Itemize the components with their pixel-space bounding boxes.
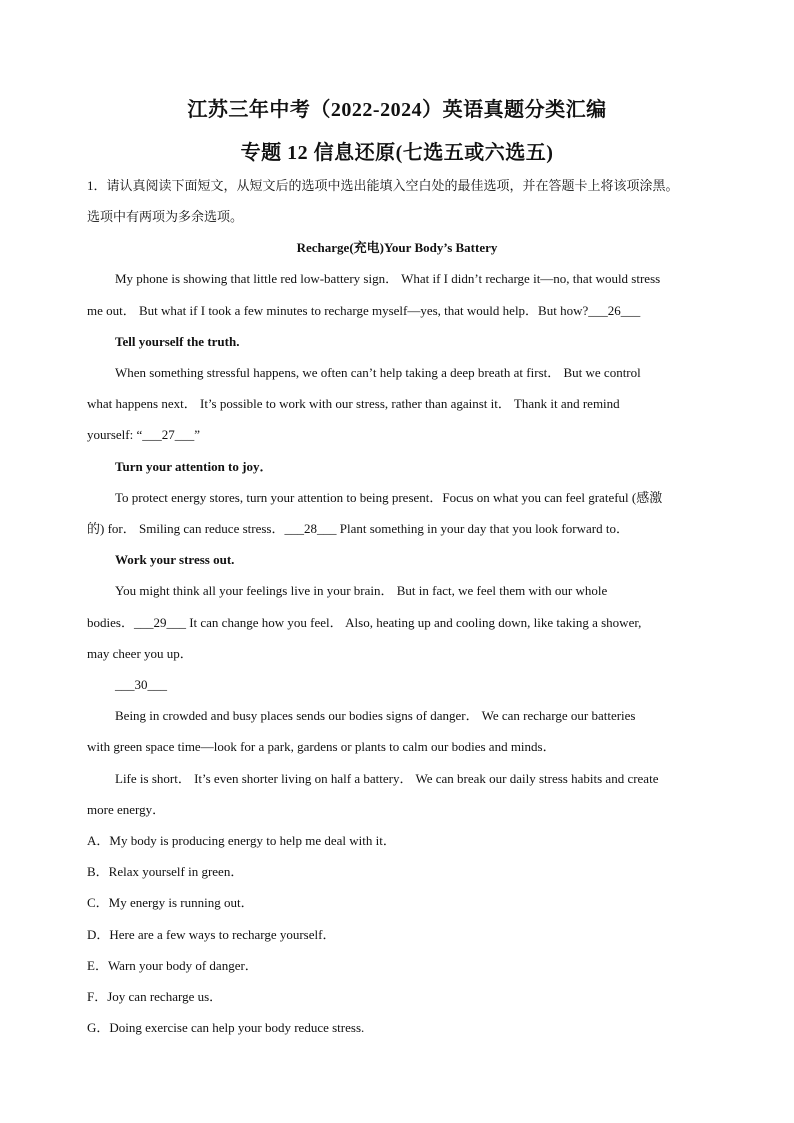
paragraph-2-line-3: yourself: “___27___” (87, 427, 201, 442)
paragraph-1-line-2: me out． But what if I took a few minutes to recharge myself—yes, that would help．But how?___26___ (87, 303, 641, 318)
paragraph-4-line-1: You might think all your feelings live in your brain． But in fact, we feel them with our whole (115, 583, 608, 598)
paragraph-2-line-2: what happens next． It’s possible to work with our stress, rather than against it． Thank it and remind (87, 396, 620, 411)
option-c: C．My energy is running out． (87, 895, 254, 910)
option-b: B．Relax yourself in green． (87, 864, 244, 879)
option-e: E．Warn your body of danger． (87, 958, 258, 973)
section-heading-2: Turn your attention to joy． (115, 459, 273, 474)
paragraph-3-line-1: To protect energy stores, turn your attention to being present．Focus on what you can feel grateful (感激 (115, 490, 663, 505)
document-subtitle: 专题 12 信息还原(七选五或六选五) (240, 142, 554, 164)
paragraph-4-line-3: may cheer you up． (87, 646, 193, 661)
instruction-line-2: 选项中有两项为多余选项。 (87, 209, 244, 224)
option-d: D．Here are a few ways to recharge yourself． (87, 927, 336, 942)
paragraph-5-line-1: Being in crowded and busy places sends our bodies signs of danger． We can recharge our batteries (115, 708, 636, 723)
section-heading-1: Tell yourself the truth. (115, 334, 240, 349)
paragraph-4-line-2: bodies．___29___ It can change how you feel． Also, heating up and cooling down, like taking a shower, (87, 615, 642, 630)
passage-title: Recharge(充电)Your Body’s Battery (296, 240, 498, 255)
section-heading-3: Work your stress out. (115, 552, 235, 567)
paragraph-2-line-1: When something stressful happens, we often can’t help taking a deep breath at first． But we control (115, 365, 641, 380)
document-title: 江苏三年中考（2022-2024）英语真题分类汇编 (187, 99, 607, 121)
paragraph-5-line-2: with green space time—look for a park, gardens or plants to calm our bodies and minds． (87, 739, 556, 754)
paragraph-3-line-2: 的) for． Smiling can reduce stress．___28___ Plant something in your day that you look forward to． (87, 521, 629, 536)
option-f: F．Joy can recharge us． (87, 989, 223, 1004)
paragraph-6-line-1: Life is short． It’s even shorter living on half a battery． We can break our daily stress habits and create (115, 771, 659, 786)
option-g: G．Doing exercise can help your body reduce stress. (87, 1020, 365, 1035)
instruction-line-1: 1．请认真阅读下面短文，从短文后的选项中选出能填入空白处的最佳选项，并在答题卡上将该项涂黑。 (87, 178, 679, 193)
paragraph-6-line-2: more energy． (87, 802, 166, 817)
section-heading-4-blank: ___30___ (115, 677, 167, 692)
paragraph-1-line-1: My phone is showing that little red low-battery sign． What if I didn’t recharge it—no, that would stress (115, 271, 661, 286)
option-a: A．My body is producing energy to help me deal with it． (87, 833, 396, 848)
